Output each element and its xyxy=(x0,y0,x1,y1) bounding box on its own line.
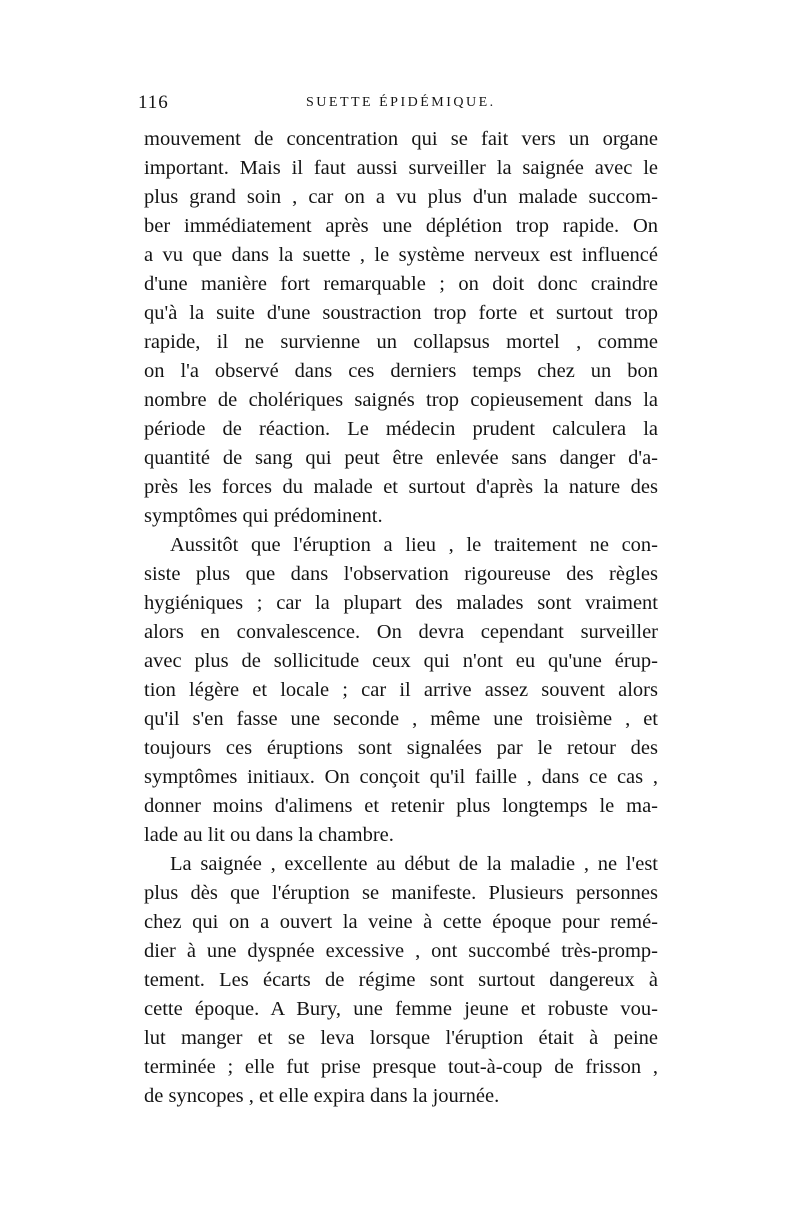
text-line: symptômes initiaux. On conçoit qu'il faille , dans ce cas , xyxy=(144,766,658,788)
page-number: 116 xyxy=(138,92,169,113)
running-title: SUETTE ÉPIDÉMIQUE. xyxy=(306,95,496,110)
text-line: qu'à la suite d'une soustraction trop forte et surtout trop xyxy=(144,302,658,324)
text-line: chez qui on a ouvert la veine à cette époque pour remé- xyxy=(144,911,658,933)
text-line: de syncopes , et elle expira dans la journée. xyxy=(144,1085,500,1107)
page-header xyxy=(138,92,668,118)
text-line: a vu que dans la suette , le système nerveux est influencé xyxy=(144,244,658,266)
text-line: tion légère et locale ; car il arrive assez souvent alors xyxy=(144,679,658,701)
text-line: d'une manière fort remarquable ; on doit donc craindre xyxy=(144,273,658,295)
text-line: Aussitôt que l'éruption a lieu , le traitement ne con- xyxy=(170,534,658,556)
text-line: rapide, il ne survienne un collapsus mortel , comme xyxy=(144,331,658,353)
text-line: on l'a observé dans ces derniers temps chez un bon xyxy=(144,360,658,382)
text-line: lut manger et se leva lorsque l'éruption était à peine xyxy=(144,1027,658,1049)
text-line: siste plus que dans l'observation rigoureuse des règles xyxy=(144,563,658,585)
body-text xyxy=(144,125,658,1111)
text-line: mouvement de concentration qui se fait vers un organe xyxy=(144,128,658,150)
text-line: plus dès que l'éruption se manifeste. Plusieurs personnes xyxy=(144,882,658,904)
text-line: nombre de cholériques saignés trop copieusement dans la xyxy=(144,389,658,411)
text-line: La saignée , excellente au début de la maladie , ne l'est xyxy=(170,853,658,875)
text-line: plus grand soin , car on a vu plus d'un malade succom- xyxy=(144,186,658,208)
text-line: terminée ; elle fut prise presque tout-à-coup de frisson , xyxy=(144,1056,658,1078)
text-line: ber immédiatement après une déplétion trop rapide. On xyxy=(144,215,658,237)
text-line: alors en convalescence. On devra cependant surveiller xyxy=(144,621,658,643)
text-line: quantité de sang qui peut être enlevée sans danger d'a- xyxy=(144,447,658,469)
text-line: donner moins d'alimens et retenir plus longtemps le ma- xyxy=(144,795,658,817)
text-line: qu'il s'en fasse une seconde , même une troisième , et xyxy=(144,708,658,730)
text-line: lade au lit ou dans la chambre. xyxy=(144,824,394,846)
text-line: tement. Les écarts de régime sont surtout dangereux à xyxy=(144,969,658,991)
text-line: toujours ces éruptions sont signalées par le retour des xyxy=(144,737,658,759)
text-line: près les forces du malade et surtout d'après la nature des xyxy=(144,476,658,498)
text-line: dier à une dyspnée excessive , ont succombé très-promp- xyxy=(144,940,658,962)
text-line: hygiéniques ; car la plupart des malades sont vraiment xyxy=(144,592,658,614)
text-line: important. Mais il faut aussi surveiller la saignée avec le xyxy=(144,157,658,179)
text-line: période de réaction. Le médecin prudent calculera la xyxy=(144,418,658,440)
text-line: cette époque. A Bury, une femme jeune et robuste vou- xyxy=(144,998,658,1020)
text-line: avec plus de sollicitude ceux qui n'ont eu qu'une érup- xyxy=(144,650,658,672)
text-line: symptômes qui prédominent. xyxy=(144,505,383,527)
